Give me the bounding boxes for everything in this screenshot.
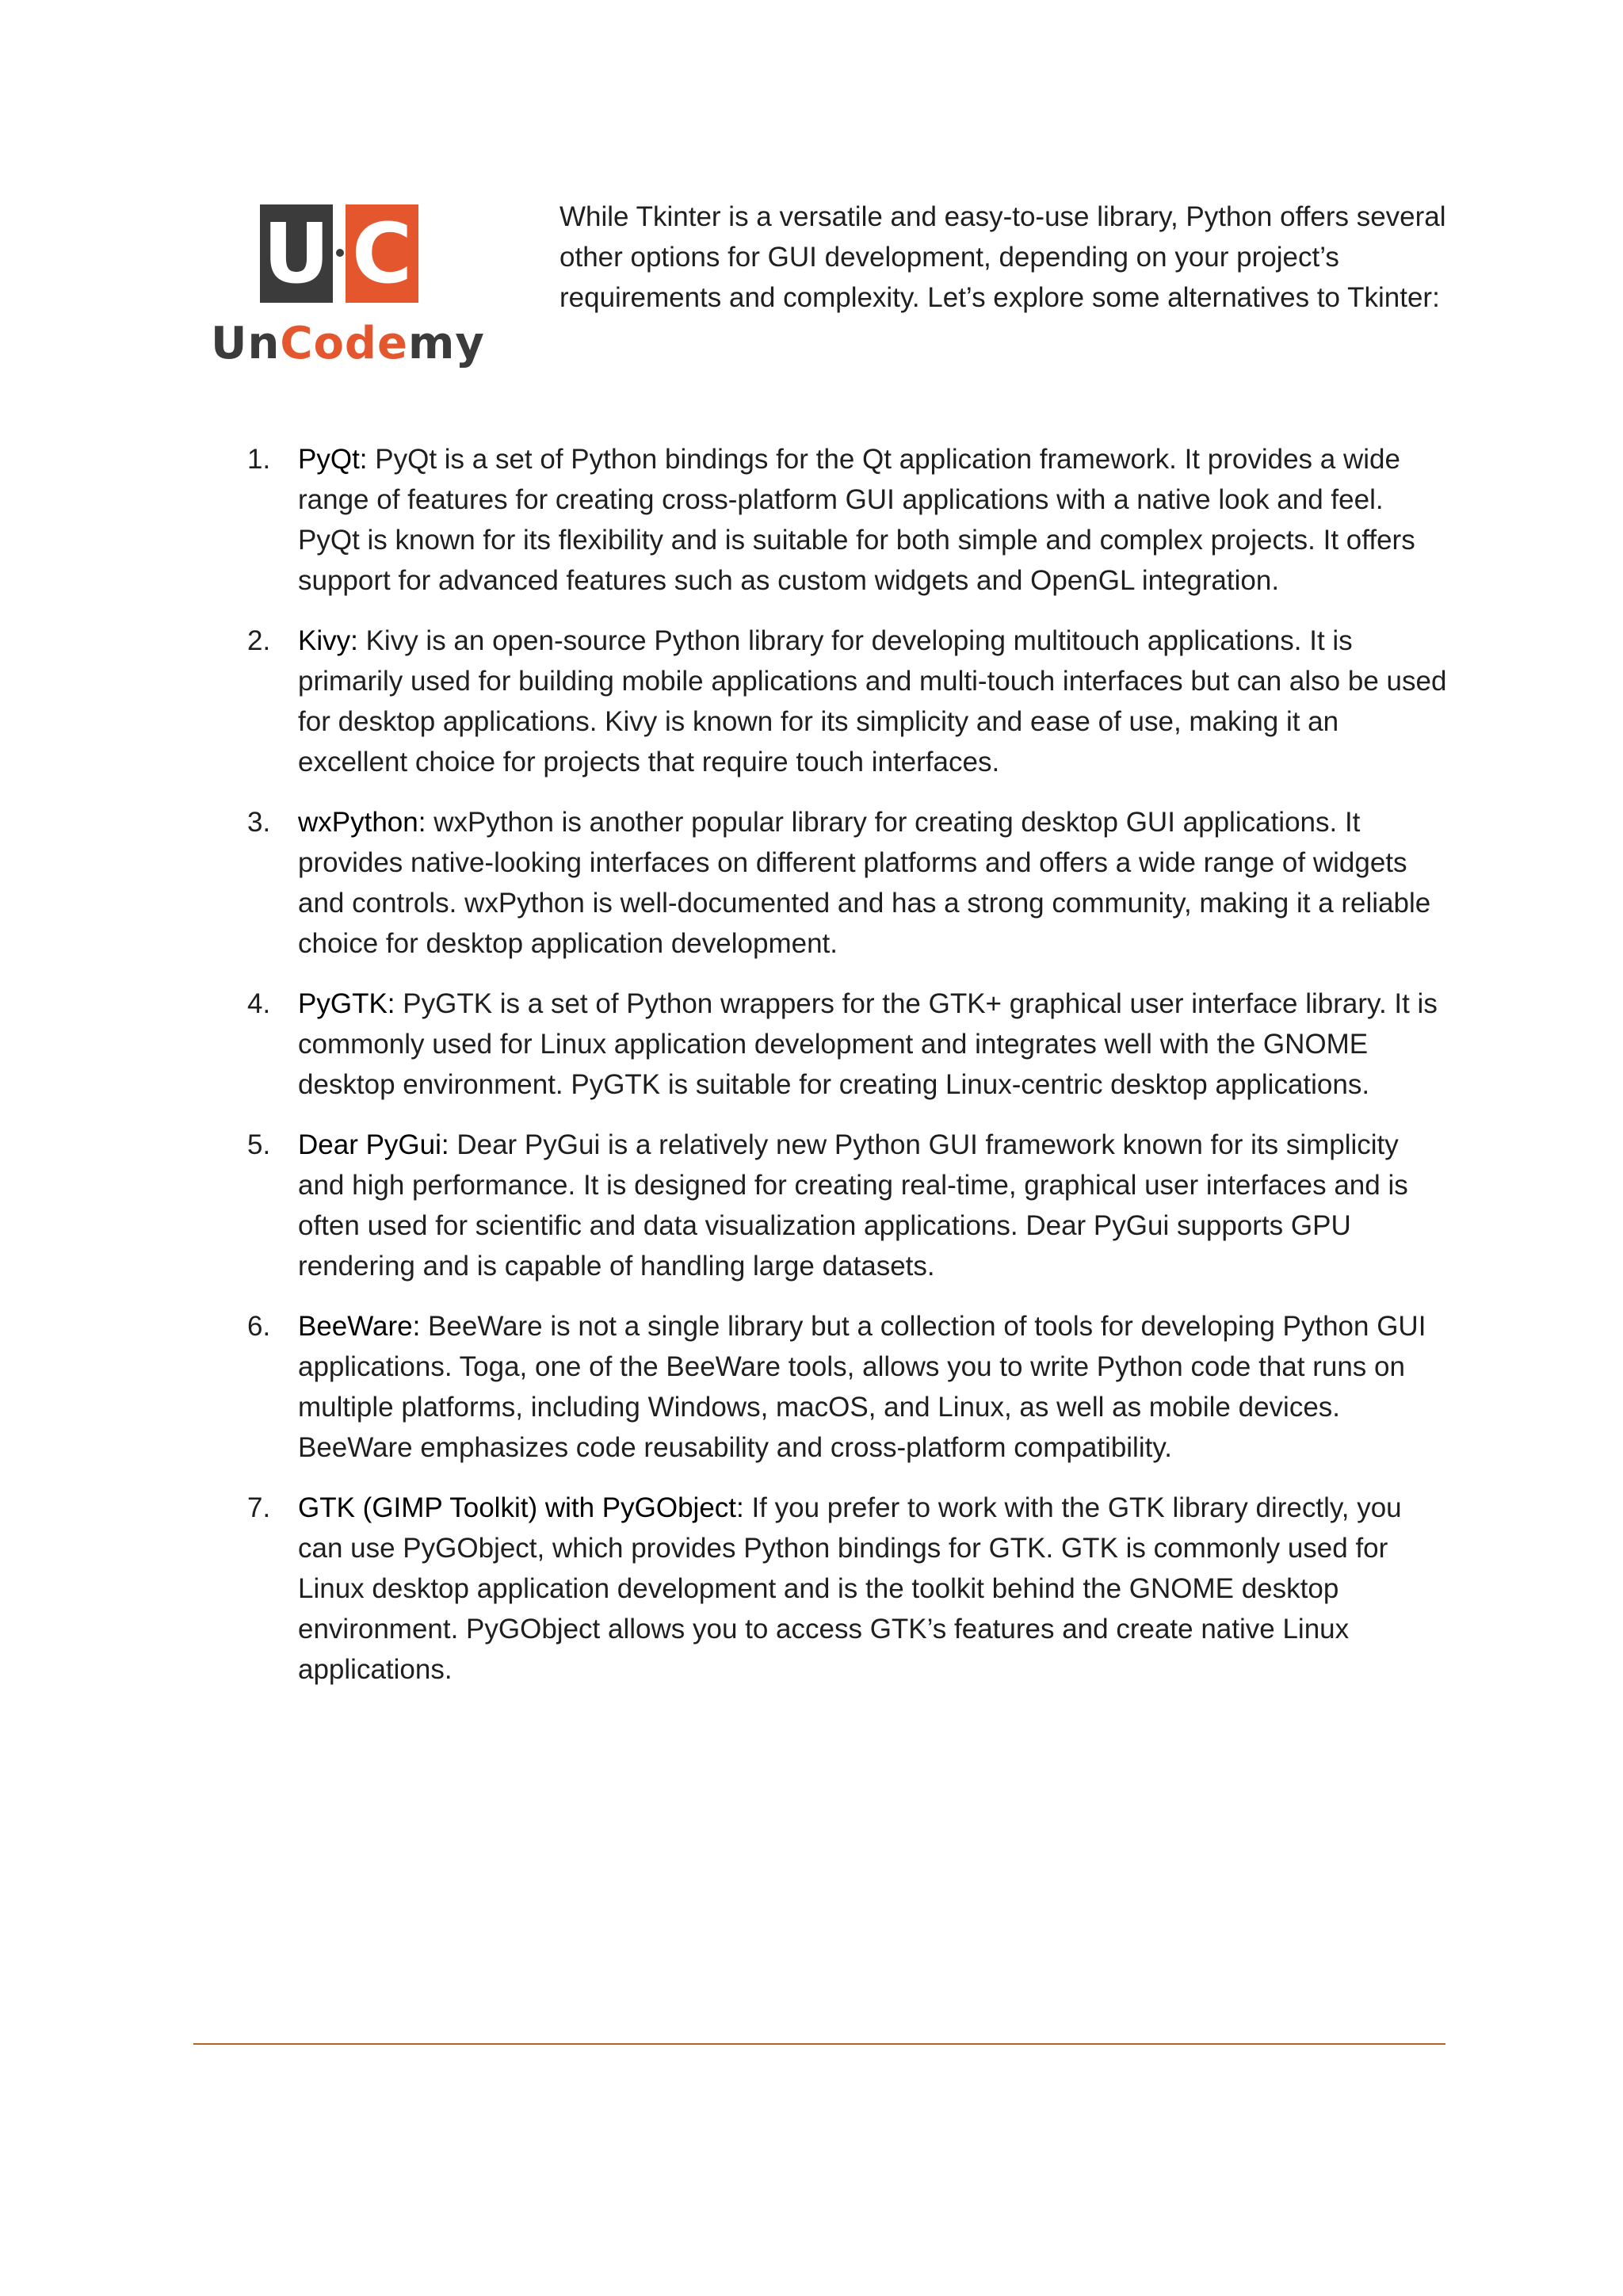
footer-divider <box>193 2043 1445 2045</box>
list-item-number: 7. <box>247 1492 271 1523</box>
list-item-number: 3. <box>247 807 271 838</box>
logo-mark <box>260 204 418 303</box>
list-item-text: Kivy is an open-source Python library for developing multitouch applications. It is primarily used for building mobile applications and multi-touch interfaces but can also be used for desktop applications. Kivy is known for its simplicity and ease of use, making it an excellent choice for projects that require touch interfaces. <box>298 625 1447 777</box>
list-item-text: Dear PyGui is a relatively new Python GUI framework known for its simplicity and high performance. It is designed for creating real-time, graphical user interfaces and is often used for scientific and data visualization applications. Dear PyGui supports GPU rendering and is capable of handling large datasets. <box>298 1129 1408 1282</box>
list-item <box>247 621 1452 782</box>
list-item <box>247 984 1452 1105</box>
alternatives-list <box>247 439 1452 1710</box>
list-item-text: PyGTK is a set of Python wrappers for the GTK+ graphical user interface library. It is commonly used for Linux application development and integrates well with the GNOME desktop environment. PyGTK is suitable for creating Linux-centric desktop applications. <box>298 988 1438 1100</box>
list-item <box>247 1488 1452 1690</box>
logo-word-un: Un <box>211 318 281 369</box>
list-item-term: Dear PyGui: <box>298 1129 449 1160</box>
uncodemy-logo <box>208 200 485 374</box>
list-item-text: If you prefer to work with the GTK library directly, you can use PyGObject, which provides Python bindings for GTK. GTK is commonly used for Linux desktop application development and is the toolkit behind the GNOME desktop environment. PyGObject allows you to access GTK’s features and create native Linux applications. <box>298 1492 1402 1685</box>
logo-mark-dot <box>336 249 344 257</box>
list-item-term: BeeWare: <box>298 1311 421 1342</box>
logo-word-my: my <box>407 318 485 369</box>
list-item-term: PyQt: <box>298 444 368 475</box>
list-item <box>247 439 1452 601</box>
logo-word-code: Code <box>280 318 408 369</box>
list-item-term: Kivy: <box>298 625 358 656</box>
list-item-number: 2. <box>247 625 271 656</box>
list-item-number: 5. <box>247 1129 271 1160</box>
list-item <box>247 1306 1452 1468</box>
list-item <box>247 802 1452 964</box>
logo-mark-c: C <box>346 204 418 303</box>
list-item-term: PyGTK: <box>298 988 395 1019</box>
list-item-number: 1. <box>247 444 271 475</box>
list-item-term: wxPython: <box>298 807 426 838</box>
list-item-text: BeeWare is not a single library but a collection of tools for developing Python GUI applications. Toga, one of the BeeWare tools, allows you to write Python code that runs on multiple platforms, including Windows, macOS, and Linux, as well as mobile devices. BeeWare emphasizes code reusability and cross-platform compatibility. <box>298 1311 1426 1463</box>
list-item-number: 4. <box>247 988 271 1019</box>
list-item-number: 6. <box>247 1311 271 1342</box>
list-item-text: PyQt is a set of Python bindings for the Qt application framework. It provides a wide range of features for creating cross-platform GUI applications with a native look and feel. PyQt is known for its flexibility and is suitable for both simple and complex projects. It offers support for advanced features such as custom widgets and OpenGL integration. <box>298 444 1415 596</box>
logo-mark-u: U <box>260 204 333 303</box>
logo-wordmark <box>211 319 485 369</box>
list-item-term: GTK (GIMP Toolkit) with PyGObject: <box>298 1492 744 1523</box>
list-item-text: wxPython is another popular library for creating desktop GUI applications. It provides native-looking interfaces on different platforms and offers a wide range of widgets and controls. wxPython is well-documented and has a strong community, making it a reliable choice for desktop application development. <box>298 807 1431 959</box>
intro-paragraph: While Tkinter is a versatile and easy-to-use library, Python offers several other options for GUI development, depending on your project’s requirements and complexity. Let’s explore some alternatives to Tkinter: <box>559 201 1446 313</box>
list-item <box>247 1125 1452 1286</box>
